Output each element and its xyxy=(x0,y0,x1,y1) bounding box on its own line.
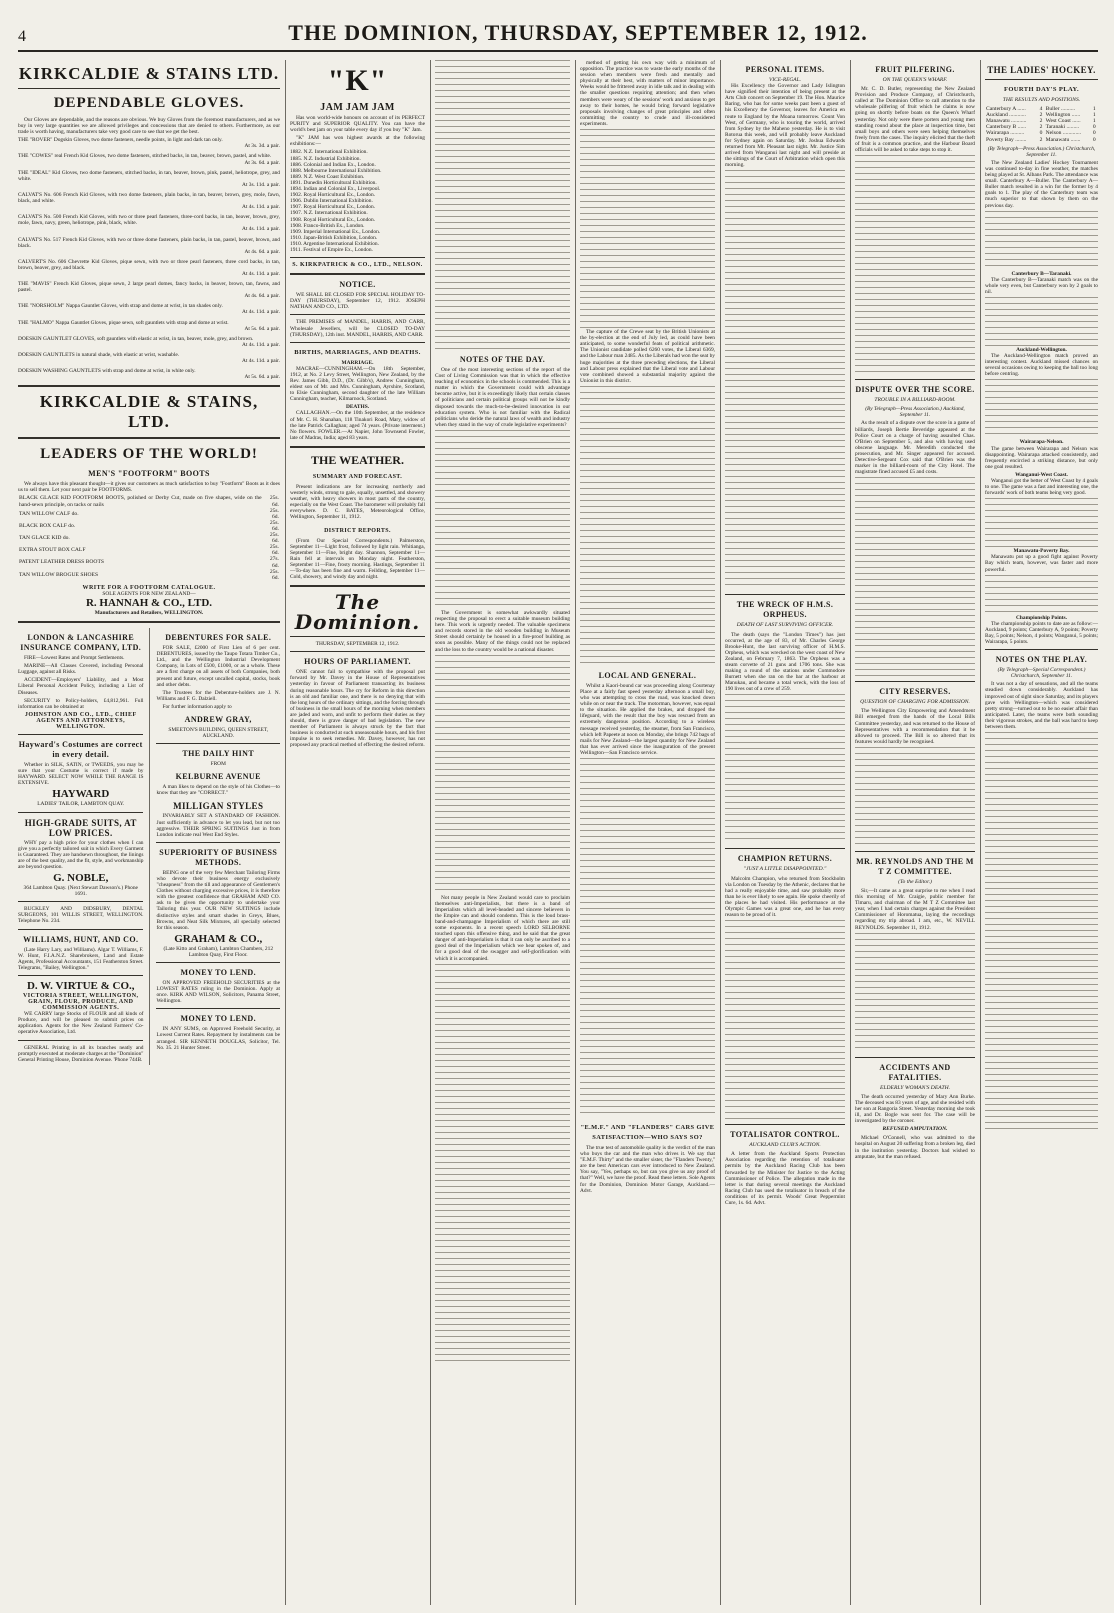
gloves-list xyxy=(18,137,280,380)
notes-heading: NOTES OF THE DAY. xyxy=(459,355,546,364)
insurance-line: ACCIDENT—Employers' Liability, and a Most Liberal Personal Accident Policy, including a List of Diseases. xyxy=(18,677,144,696)
debentures-body: FOR SALE, £2000 of First Lien of 6 per cent. DEBENTURES, issued by the Taupo Totara Timber Co., Ltd., and the Wellington Industrial Development Company, in Lots of £500, £1000, or as a whole. These are a first charge on all assets of both Companies, both present and future, except uncalled capital, stocks, book and other debts. xyxy=(156,645,280,688)
lower-left-ads xyxy=(18,628,143,1065)
glove-item: THE "NORSHOLM" Nappa Gauntlet Gloves, with strap and dome at wrist, in tan shades only. At 4s. 11d. a pair. xyxy=(18,303,280,316)
money2-body: IN ANY SUMS, on Approved Freehold Security, at Lowest Current Rates. Repayment by instalments can be arranged. SIR KENNETH DOUGLAS, Solicitor, Tel. No. 35. 21 Hunter Street. xyxy=(156,1026,280,1051)
reserves-heading: CITY RESERVES. xyxy=(879,687,951,697)
leaders-heading: LEADERS OF THE WORLD! xyxy=(40,446,258,463)
notes-para: The capture of the Crewe seat by the British Unionists at the by-election at the end of July led, as could have been anticipated, to some wonderful feats of political arithmetic. The Unionist candidate polled 6260 votes, the Liberal 6369, and the Labour man 2485. As the Liberals had won the seat by huge majorities at the three preceding elections, the Liberal and Labour press explained that the Liberal vote and Labour vote combined showed a substantial majority against the Unionist in this district. xyxy=(580,329,715,384)
column-7 xyxy=(855,60,975,1605)
insurance-agents: JOHNSTON AND CO., LTD., CHIEF AGENTS AND ATTORNEYS, WELLINGTON. xyxy=(24,711,137,730)
hayward-sub: LADIES' TAILOR, LAMBTON QUAY. xyxy=(37,801,125,808)
paper-date: THURSDAY, SEPTEMBER 12, 1912. xyxy=(315,641,400,648)
debentures-particulars: For further information apply to xyxy=(162,703,232,710)
reynolds-heading: MR. REYNOLDS AND THE M T Z COMMITTEE. xyxy=(856,856,974,876)
marriage-heading: MARRIAGE. xyxy=(341,359,374,366)
glove-item: CALVERT'S No. 606 Chevrette Kid Gloves, pique sewn, with two or three pearl fasteners, three cord backs, in tan, brown, beaver, grey, and black. At 4s. 11d. a pair. xyxy=(18,258,280,277)
cant-b-body: The Canterbury B—Taranaki match was on the whole very even, but Canterbury won by 2 goals to nil. xyxy=(985,276,1098,295)
amputation-heading: REFUSED AMPUTATION. xyxy=(882,1126,948,1133)
local-heading: LOCAL AND GENERAL. xyxy=(598,670,697,680)
k-brand: "K" xyxy=(327,64,388,97)
totalisator-body: A letter from the Auckland Sports Protection Association regarding the retention of totalisator permits by the Auckland Racing Club has been forwarded by the Minister for Justice to the Acting Commissioner of Police. The allegation made in the letter is that during several meetings the Auckland Racing Club has used the totalisator in breach of the conditions of its permit. Woods' Great Peppermint Cure, 1s. 6d. Advt. xyxy=(725,1151,845,1207)
marriage-body: MACRAE—CUNNINGHAM.—On 18th September, 1912, at No. 2 Levy Street, Wellington, New Zealand, by the Rev. James Gibb, D.D., (Dr. Gibb's), Andrew Cunningham, eldest son of Mr. and Mrs. Cunningham, Ayrshire, Scotland, to Elsie Cunningham, second daughter of the late William Cunningham, teacher, Kilmarnock, Scotland. xyxy=(290,365,425,403)
table-row: Auckland ............ 2 Wellington ...... 1 xyxy=(986,112,1096,119)
play-body: It was not a day of sensations, and all the teams steadied down considerably. Auckland has improved out of sight since Saturday, and its players gave with Wellington—which was considered pretty strong—turned out to be no easier affair than anticipated. Later, the teams were both sounding their vigorous strokes, and the ball was hard to keep between them. xyxy=(985,681,1098,730)
virtue-name: D. W. VIRTUE & CO., xyxy=(26,979,135,992)
glove-item: CALVAT'S No. 517 French Kid Gloves, with two or three dome fasteners, plain backs, in tan, pastel, beaver, brown, and black. At 4s. 6d. a pair. xyxy=(18,236,280,255)
milligan-heading: MILLIGAN STYLES xyxy=(173,801,264,812)
hockey-body: The New Zealand Ladies' Hockey Tournament was continued to-day in fine weather, the matches being played at St. Albans Park. The attendance was small. Canterbury A—Buller. The Canterbury A—Buller match resulted in a win for the former by 4 goals to 1. The play of the Canterbury team was much superior to that shown by them on the previous day. xyxy=(985,159,1098,209)
superiority-heading: SUPERIORITY OF BUSINESS METHODS. xyxy=(159,847,278,867)
deaths-heading: DEATHS. xyxy=(345,404,370,411)
gray-name: ANDREW GRAY, xyxy=(184,715,252,724)
column-6 xyxy=(725,60,845,1605)
notes-para: Not many people in New Zealand would care to proclaim themselves anti-Imperialists, but there is a band of Imperialists which all level-headed and sincere believers in the Empire can and should condemn. This is the loud brass-band-and-champagne Imperialism of which there are still some exponents. In a recent speech LORD SELBORNE touched upon this offensive thing, and he said that the great danger of anti-Imperialism is that it can only be ascribed to a good deal of the Imperialism which we hear spoken of, and for a good deal of the swagger and self-glorification with which it is accompanied. xyxy=(435,894,570,962)
auck-heading: Auckland-Wellington. xyxy=(1016,346,1067,353)
day-heading: FOURTH DAY'S PLAY. xyxy=(1003,86,1080,93)
personal-body: His Excellency the Governor and Lady Islington have signified their intention of being present at the Arts Club concert on September 19. The Hon. Maurice Baring, who has for some weeks past been a guest of his Excellency the Governor, leaves for America en route to England by the Moana tomorrow. Count Von West, of Germany, who is touring the world, arrived from Sydney by the Maheno yesterday. He is to visit Rotorua this week, and will probably leave Auckland for Sydney again on Saturday. Mr. Joshua Edwards returned from Mt. Pleasant last night. Mr. Justice Sim arrived from Wanganui last night and will preside at the sittings of the Court of Arbitration which open this morning. xyxy=(725,83,845,169)
results-sub: THE RESULTS AND POSITIONS. xyxy=(1002,97,1081,103)
money-heading: MONEY TO LEND. xyxy=(180,967,256,977)
hannah-name: R. HANNAH & CO., LTD. xyxy=(85,596,213,609)
glove-item: DOESKIN GAUNTLETS in natural shade, with elastic at wrist, washable. At 4s. 11d. a pair. xyxy=(18,351,280,364)
vice-regal-heading: VICE-REGAL. xyxy=(769,77,801,83)
milligan-body: INVARIABLY SET A STANDARD OF FASHION. Just sufficiently in advance to let you lead, but not too aggressive. THEIR SPRING SUITINGS Just in from London indicate real West End Styles. xyxy=(156,813,280,838)
hint-body: A man likes to depend on the style of his Clothes—to know that they are "CORRECT." xyxy=(156,784,280,797)
reserves-sub: QUESTION OF CHARGING FOR ADMISSION. xyxy=(860,699,970,706)
amputation-body: Michael O'Connell, who was admitted to the hospital on August 20 suffering from a broken leg, died in the institution yesterday. Doctors had wished to amputate, but the man refused. xyxy=(855,1135,975,1160)
hours-body: ONE cannot fail to sympathise with the proposal put forward by Mr. Davey in the House of Representatives yesterday in favour of Parliament transacting its business during reasonable hours. The cry for Reform in this direction is an old and familiar one, and there is no denying that with the long hours of the ordinary sittings, and the forcing through of business in the small hours of the morning when members are jaded and worn, and unfit to perform their duties as they should, there is grave danger of bad legislation. The new member of Parliament is always struck by the fact that business is conducted at such unseasonable hours, and his first impulse is to seek remedies. Mr. Davey, however, has not proposed any practical method of effecting the desired reform. xyxy=(290,669,425,749)
hockey-byline: (By Telegraph—Press Association.) Christchurch, September 11. xyxy=(987,145,1096,158)
wair-body: The game between Wairarapa and Nelson was disappointing. Wairarapa attacked consistently, and frequently encircled a striking distance, but only one goal resulted. xyxy=(985,445,1098,470)
glove-item: CALVAT'S No. 500 French Kid Gloves, with two or three pearl fasteners, three-cord backs, in tan, beaver, brown, grey, mole, fawn, navy, green, heliotrope, pink, black, white. At 4s. 11d. a pair. xyxy=(18,214,280,233)
debentures-heading: DEBENTURES FOR SALE. xyxy=(165,633,272,643)
column-4 xyxy=(435,60,570,1605)
accidents-sub: ELDERLY WOMAN'S DEATH. xyxy=(879,1084,951,1091)
glove-item: THE "MAVIS" French Kid Gloves, pique sewn, 2 large pearl domes, fancy backs, in beaver, brown, tan, fawns, and pastel. At 4s. 6d. a pair. xyxy=(18,281,280,300)
wang-heading: Wanganui-West Coast. xyxy=(1015,471,1068,478)
kirkcaldie-heading-2: KIRKCALDIE & STAINS, LTD. xyxy=(39,392,259,432)
glove-item: THE "COWES" real French Kid Gloves, two dome fasteners, stitched backs, in tan, beaver, brown, pastel, and white. At 3s. 6d. a pair. xyxy=(18,153,280,166)
masthead xyxy=(18,14,1098,52)
gloves-intro: Our Gloves are dependable, and the reasons are obvious. We buy Gloves from the foremost manufacturers, and as we buy in very large quantities we are allowed privileges and concessions that are denied to others. Furthermore, as our trade is worth having, manufacturers take very good care to see that we get the best. xyxy=(18,117,280,136)
fruit-body: Mr. C. D. Butler, representing the New Zealand Provision and Produce Company, of Christchurch, called at The Dominion Office to call attention to the wholesale pilfering of fruit which he claims is now going on shortly before boats on the Queen's Wharf yesterday. Not only were there porters and young men standing round about the place at inspection time, but small boys and others were seen helping themselves freely from the cases. The inquiry elicited that the theft of fruit is a common practice, and the Harbour Board officials will be asked to take steps to stop it. xyxy=(855,86,975,154)
table-row: Poverty Bay ........ 2 Manawatu ....... 0 xyxy=(986,136,1096,143)
champion-sub: "JUST A LITTLE DISAPPOINTED." xyxy=(743,866,827,873)
boots-table xyxy=(18,495,280,580)
bmd-heading: BIRTHS, MARRIAGES, AND DEATHS. xyxy=(294,348,421,356)
dispute-body: As the result of a dispute over the score in a game of billiards, Joseph Bertie Beveridge appeared at the Police Court on a charge of having assaulted Chas. O'Brien on September 5, and also with having used obscene language. Mr. Meredith conducted the prosecution, and Mr. Singer appeared for accused. Detective-Sergeant Cox said that O'Brien was the marker in the billiard-room of the City Hotel. The magistrate fined accused £5 and costs. xyxy=(855,420,975,476)
page-number: 4 xyxy=(18,28,26,45)
play-byline: (By Telegraph—Special Correspondent.) Christchurch, September 11. xyxy=(997,667,1086,680)
table-row: PATENT LEATHER DRESS BOOTS 27s. 6d. xyxy=(19,556,279,569)
table-row: EXTRA STOUT BOX CALF 25s. 6d. xyxy=(19,544,279,557)
table-row: TAN WILLOW CALF do. 25s. 6d. xyxy=(19,507,279,520)
notes-para: The Government is somewhat awkwardly situated respecting the proposal to erect a suitable museum building here. This work is urgently needed. The valuable specimens and records stored in the old wooden building in Museum Street should certainly be housed in a fire-proof building as soon as possible. Many of the things could not be replaced and the loss to the country would be a national disaster. xyxy=(435,609,570,653)
reynolds-body: Sir,—It came as a great surprise to me when I read this morning of Mr. Craigie, public member for Timaru, and chairman of the M T Z Committee last year, when I had certain charges against the President Commissioner of Horomatua, laying the recordings regarding my trip abroad. I am, etc., W. NEVILL REYNOLDS. September 11, 1912. xyxy=(855,888,975,931)
noble-address: 364 Lambton Quay. (Next Stewart Dawson's.) Phone 1691. xyxy=(23,885,138,898)
virtue-more: WE CARRY large Stocks of FLOUR and all kinds of Produce, and will be pleased to submit prices on application. Agents for the New Zealand Farmers' Co-operative Association, Ltd. xyxy=(18,1011,144,1036)
hayward-heading: Hayward's Costumes are correct in every detail. xyxy=(18,740,143,760)
kirkcaldie-heading: KIRKCALDIE & STAINS LTD. xyxy=(18,64,280,83)
jam-line: JAM JAM JAM xyxy=(320,102,395,113)
notice-body: WE SHALL BE CLOSED FOR SPECIAL HOLIDAY TO-DAY (THURSDAY), September 12, 1912. JOSEPH NATHAN AND CO., LTD. xyxy=(290,292,425,311)
hint-place: KELBURNE AVENUE xyxy=(175,772,261,782)
column-5 xyxy=(580,60,715,1605)
glove-item: THE "ROVER" Dogskin Gloves, two dome fasteners, needle points, in light and dark tan only. At 3s. 3d. a pair. xyxy=(18,137,280,150)
hint-heading: THE DAILY HINT xyxy=(182,749,255,759)
flanders-heading: "E.M.F." AND "FLANDERS" CARS GIVE SATISFACTION—WHO SAYS SO? xyxy=(580,1124,715,1141)
dispute-byline: (By Telegraph—Press Association.) Auckland, September 11. xyxy=(865,406,965,419)
debentures-trustees: The Trustees for the Debenture-holders are J. N. Williams and F. G. Dalziell. xyxy=(156,689,280,702)
k-awards-intro: "K" JAM has won highest awards at the following exhibitions:— xyxy=(290,135,425,148)
table-row: Wairarapa .......... 0 Nelson ............. 0 xyxy=(986,130,1096,137)
virtue-body: VICTORIA STREET, WELLINGTON, GRAIN, FLOUR, PRODUCE, AND COMMISSION AGENTS. xyxy=(22,992,139,1012)
notes-para: One of the most interesting sections of the report of the Cost of Living Commission was that in which the effective teaching of economics in the schools is commended. This is a matter in which the Government could with advantage become active, but it is exceedingly likely that certain classes of politicians and certain political groups will not be kindly disposed towards the much-to-be-desired innovation in our education system. Who is not familiar with the Radical politicians who deride the natural laws of wealth and industry when they stand in the way of crude legislative experiments? xyxy=(435,367,570,428)
totalisator-heading: TOTALISATOR CONTROL. xyxy=(730,1130,840,1140)
suits-heading: HIGH-GRADE SUITS, AT LOW PRICES. xyxy=(24,817,137,838)
notes-para: method of getting his own way with a minimum of opposition. The practice was to waste the early months of the session when members were fresh and mentally and physically at their best, with matters of minor importance. Weeks would be frittered away in idle talk and in dealing with the smaller questions requiring attention; and then when members were weary of the sessions' work and anxious to get away to their homes, he would bring forward legislative proposals involving changes of great principles and often committing the country to crude and ill-considered experiments. xyxy=(580,60,715,127)
lower-right-ads xyxy=(156,628,280,1065)
auck-body: The Auckland-Wellington match proved an interesting contest. Auckland missed chances on several occasions owing to keeping the ball too long before centring. xyxy=(985,353,1098,378)
footform-heading: MEN'S "FOOTFORM" BOOTS xyxy=(88,469,210,479)
glove-item: CALVAT'S No. 606 French Kid Gloves, with two dome fasteners, plain backs, in tan, beaver, brown, grey, mole, fawn, black, and white. At 4s. 11d. a pair. xyxy=(18,191,280,211)
gloves-heading: DEPENDABLE GLOVES. xyxy=(53,95,245,111)
hockey-heading: THE LADIES' HOCKEY. xyxy=(987,65,1096,75)
paper-nameplate: The Dominion. xyxy=(294,590,421,635)
table-row: Canterbury A ...... 4 Buller .......... 1 xyxy=(986,106,1096,113)
table-row: Canterbury B ...... 2 Taranaki ......... 0 xyxy=(986,124,1096,131)
notice2-body: THE PREMISES of MANDEL, HARRIS, AND CARR, Wholesale Jewellers, will be CLOSED TO-DAY (THURSDAY), 12th inst. MANDEL, HARRIS, AND CARR. xyxy=(290,319,425,338)
insurance-line: MARINE—All Classes Covered, including Personal Luggage, against all Risks. xyxy=(18,663,144,676)
column-3 xyxy=(290,60,425,1605)
reynolds-to-editor: (To the Editor.) xyxy=(898,878,932,885)
glove-item: DOESKIN GAUNTLET GLOVES, soft gauntlets with elastic at wrist, in tan, beaver, mole, grey, and brown. At 4s. 11d. a pair. xyxy=(18,335,280,348)
hayward-body: Whether in SILK, SATIN, or TWEEDS, you may be sure that your Costume is correct if made by HAYWARD. SELECT NOW WHILE THE RANGE IS EXTENSIVE. xyxy=(18,762,144,787)
cant-b-heading: Canterbury B—Taranaki. xyxy=(1011,270,1072,277)
suits-body: WHY pay a high price for your clothes when I can give you a perfectly tailored suit in which Every Garment is Guaranteed. They are handsewn throughout, the linings are of the best quality, and the fit, style, and workmanship are beyond question. xyxy=(18,839,144,870)
fruit-sub: ON THE QUEEN'S WHARF. xyxy=(882,77,948,83)
accidents-body: The death occurred yesterday of Mary Ann Burke. The deceased was 83 years of age, and she resided with her son at Rangoria Street. Yesterday morning she took ill, and Dr. Bogle was sent for. The case will be investigated by the coroner. xyxy=(855,1093,975,1125)
manaw-heading: Manawatu-Poverty Bay. xyxy=(1013,548,1070,555)
weather-heading: THE WEATHER. xyxy=(311,452,404,467)
glove-item: THE "IDEAL" Kid Gloves, two dome fasteners, stitched backs, in tan, beaver, brown, pink, pastel, heliotrope, grey, and white. At 3s. 11d. a pair. xyxy=(18,169,280,188)
district-body: (From Our Special Correspondents.) Palmerston, September 11—Light frost, followed by light rain. Whitianga, September 11—Fine, bright day. Shannon, September 11—Rain fell at intervals on Monday night. Featherston, September 11—Fine, frosty morning. Hastings, September 11—To-day has been fine and warm. Feilding, September 11—Cold, showery, and windy day and night. xyxy=(290,537,425,581)
williams-body: (Late Harry Lary, and Williams). Algar T. Williams, F. W. Hunt, F.I.A.N.Z. Sharebrokers, Land and Estate Agents, Professional Accountants, 151 Featherston Street. Telegrams, "Bailey, Wellington." xyxy=(18,946,144,971)
glove-item: THE "HALMO" Nappa Gauntlet Gloves, pique sewn, soft gauntlets with strap and dome at wrist. At 5s. 6d. a pair. xyxy=(18,319,280,332)
champ-heading: Championship Points. xyxy=(1016,614,1067,621)
district-heading: DISTRICT REPORTS. xyxy=(324,527,391,534)
column-8 xyxy=(985,60,1098,1605)
table-row: BLACK BOX CALF do. 25s. 6d. xyxy=(19,519,279,532)
results-table xyxy=(985,106,1098,143)
wair-heading: Wairarapa-Nelson. xyxy=(1019,439,1064,446)
footform-intro: We always have this pleasant thought—it gives our customers as much satisfaction to buy "Footform" Boots as it does us to sell them. Let your next pair be FOOTFORMS. xyxy=(18,481,280,494)
catalogue-line: WRITE FOR A FOOTFORM CATALOGUE. xyxy=(82,584,216,591)
manaw-body: Manawatu put up a good fight against Poverty Bay which team, however, was faster and more powerful. xyxy=(985,554,1098,573)
agents-line: SOLE AGENTS FOR NEW ZEALAND— xyxy=(102,590,196,597)
k-awards-list: 1882. N.Z. International Exhibition. 1885. N.Z. Industrial Exhibition. 1886. Colonial and Indian Ex., London. 1888. Melbourne International Exhibition. 1889. N.Z. West Coast Exhibition. 1891. Dunedin Horticultural Exhibition. 1894. Indian and Colonial Ex., Liverpool. 1902. Royal Horticultural Ex., London. 1906. Dublin International Exhibition. 1907. Royal Horticultural Ex., London. 1907. N.Z. International Exhibition. 1908. Royal Horticultural Ex., London. 1908. Franco-British Ex., London. 1909. Imperial International Ex., London. 1910. Japan-British Exhibition, London. 1910. Argentine International Exhibition. 1911. Festival of Empire Ex., London. xyxy=(290,149,382,253)
hint-from: FROM xyxy=(210,761,226,768)
table-row: Manawatu ........... 2 West Coast ...... 1 xyxy=(986,118,1096,125)
orpheus-body: The death (says the "London Times") has just occurred, at the age of 83, of Mr. Charles George Brooke-Hunt, the last surviving officer of H.M.S. Orpheus, which was wrecked on the west coast of New Zealand, on February 7, 1863. The Orpheus was a steam corvette of 21 guns and 1706 tons. She was making a round of the stations under Commodore Burnett when she ran on the bar at the harbour at Manukau, and became a total wreck, with the loss of 190 lives out of a crew of 259. xyxy=(725,631,845,693)
table-row: TAN WILLOW BROGUE SHOES 25s. 6d. xyxy=(19,568,279,581)
play-heading: NOTES ON THE PLAY. xyxy=(995,655,1088,665)
money-body: ON APPROVED FREEHOLD SECURITIES at the LOWEST RATES ruling in the Dominion. Apply at once. KIRK AND WILSON, Solicitors, Panama Street, Wellington. xyxy=(156,979,280,1005)
k-body: Has won world-wide honours on account of its PERFECT PURITY and SUPERIOR QUALITY. You can have the world's best jam on your table every day if you buy "K" Jam. xyxy=(290,115,425,134)
kirkpatrick: S. KIRKPATRICK & CO., LTD., NELSON. xyxy=(292,262,423,269)
glove-item: DOESKIN WASHING GAUNTLETS with strap and dome at wrist, in white only. At 5s. 6d. a pair. xyxy=(18,368,280,381)
champion-body: Malcolm Champion, who returned from Stockholm via London on Tuesday by the Athenic, declares that he had a really enjoyable time, and saw probably more than he is ever likely to see again. He spoke cheerily of the places he had visited. His performance at the Olympic Games was a great one, and he has every reason to be proud of it. xyxy=(725,875,845,919)
superiority-body: BEING one of the very few Merchant Tailoring Firms who devote their business energy exclusively "cheapness" from the till and appearance of Gentlemen's Clothes without charging excessive prices, it is therefore with the greatest confidence that GRAHAM AND CO. ask to be given the opportunity to undertake your Tailoring this year. OUR NEW SUITINGS include distinctive styles and smart shades in Greys, Blues, Browns, and Neat Silk Mixtures, all specially selected for this season. xyxy=(156,869,280,931)
graham-name: GRAHAM & CO., xyxy=(174,932,263,945)
table-row: BLACK GLACE KID FOOTFORM BOOTS, polished or Derby Cut, made on five shapes, wide on the hand-sewn principle, on tacks or nails 25s. 6d. xyxy=(19,495,279,508)
hannah-sub: Manufacturers and Retailers, WELLINGTON. xyxy=(94,609,204,616)
insurance-line: FIRE—Lowest Rates and Prompt Settlements. xyxy=(24,655,125,662)
orpheus-sub: DEATH OF LAST SURVIVING OFFICER. xyxy=(736,622,834,629)
hayward-name: HAYWARD xyxy=(52,788,110,801)
deaths-body: CALLAGHAN.—On the 10th September, at the residence of Mr. C. H. Shanahan, 118 Tinakori Road, Mary, widow of the late Patrick Callaghan; aged 74 years. (Private interment.) No flowers. FOWLER.—At Napier, John Townsend Fowler, late of Madras, India; aged 83 years. xyxy=(290,410,425,441)
graham-address: (Late Kitto and Graham), Lambton Chambers, 212 Lambton Quay, First Floor. xyxy=(163,945,274,958)
notice-heading: NOTICE. xyxy=(339,280,376,290)
dispute-heading: DISPUTE OVER THE SCORE. xyxy=(855,385,975,395)
gray-address: SMEETON'S BUILDING, QUEEN STREET, AUCKLAND. xyxy=(168,727,269,740)
newspaper-title: THE DOMINION, THURSDAY, SEPTEMBER 12, 1912. xyxy=(288,20,868,45)
local-body: Whilst a Kaori-bound car was proceeding along Courtenay Place at a fairly fast speed yesterday afternoon a small boy, who was attempting to cross the road, was knocked down while on or near the track. The motorman, however, was equal to the situation. He applied the brakes, and dropped the lifeguard, with the result that the boy was rescued from an extremely dangerous position. According to a wireless message received yesterday, the steamer, from San Francisco, which left Papeete at noon on Monday, she brings 742 bags of mails for New Zealand—the largest quantity for New Zealand that has ever arrived since the inauguration of the present Wellington—San Francisco service. xyxy=(580,682,715,756)
dental-ad: BUCKLEY AND DIDSBURY, DENTAL SURGEONS, 101 WILLIS STREET, WELLINGTON. Telephone No. 234. xyxy=(18,906,144,925)
personal-heading: PERSONAL ITEMS. xyxy=(745,65,825,74)
champion-heading: CHAMPION RETURNS. xyxy=(737,854,833,864)
flanders-body: The true test of automobile quality is the verdict of the man who buys the car and the man who drives it. We say that "E.M.F. Thirty" and the smaller sister, the "Flanders Twenty," are the best American cars ever introduced to New Zealand. You say, "Yes, perhaps so, but can you give us any proof of that?" Well, we have the proof. Read these letters. Sole Agents for the Dominion, Dominion Motor Garage, Auckland.—Advt. xyxy=(580,1145,715,1194)
wang-body: Wanganui got the better of West Coast by 4 goals to one. The game was a fast and interesting one, the forwards' work of both teams being very good. xyxy=(985,478,1098,497)
insurance-security: SECURITY to Policy-holders, £4,812,961. Full information can be obtained at xyxy=(18,697,144,710)
weather-sub: SUMMARY AND FORECAST. xyxy=(312,473,403,480)
printing-ad: GENERAL Printing in all its branches neatly and promptly executed at moderate charges at the "Dominion" General Printing House, Dominion Avenue. 'Phone 744B. xyxy=(18,1044,144,1063)
accidents-heading: ACCIDENTS AND FATALITIES. xyxy=(879,1062,951,1082)
champ-body: The championship points to date are as follow:—Auckland, 9 points; Canterbury A, 9 points; Poverty Bay, 5 points; Nelson, 4 points; Wanganui, 5 points; Wairarapa, 5 points. xyxy=(985,620,1098,646)
column-1 xyxy=(18,60,280,1605)
dispute-sub: TROUBLE IN A BILLIARD-ROOM. xyxy=(874,397,956,404)
williams-name: WILLIAMS, HUNT, AND CO. xyxy=(23,934,139,944)
reserves-body: The Wellington City Empowering and Amendment Bill emerged from the hands of the Local Bills Committee yesterday, and was returned to the House of Representatives with a recommendation that it be allowed to proceed. The Bill is so altered that its features would hardly be recognised. xyxy=(855,708,975,745)
orpheus-heading: THE WRECK OF H.M.S. ORPHEUS. xyxy=(736,600,834,620)
table-row: TAN GLACE KID do. 25s. 6d. xyxy=(19,532,279,545)
insurance-name: LONDON & LANCASHIRE INSURANCE COMPANY, LTD. xyxy=(20,633,142,653)
noble-name: G. NOBLE, xyxy=(53,872,109,885)
hours-heading: HOURS OF PARLIAMENT. xyxy=(304,657,411,667)
fruit-heading: FRUIT PILFERING. xyxy=(875,65,955,74)
weather-body: Present indications are for increasing northerly and westerly winds, strong to gale, squally, unsettled, and showery weather, with heavy showers in most parts of the country, especially on the West Coast. The barometer will probably fall everywhere. D. C. BATES, Meteorological Office, Wellington, September 11, 1912. xyxy=(290,483,425,521)
money2-heading: MONEY TO LEND. xyxy=(180,1014,256,1024)
totalisator-sub: AUCKLAND CLUB'S ACTION. xyxy=(749,1142,821,1149)
